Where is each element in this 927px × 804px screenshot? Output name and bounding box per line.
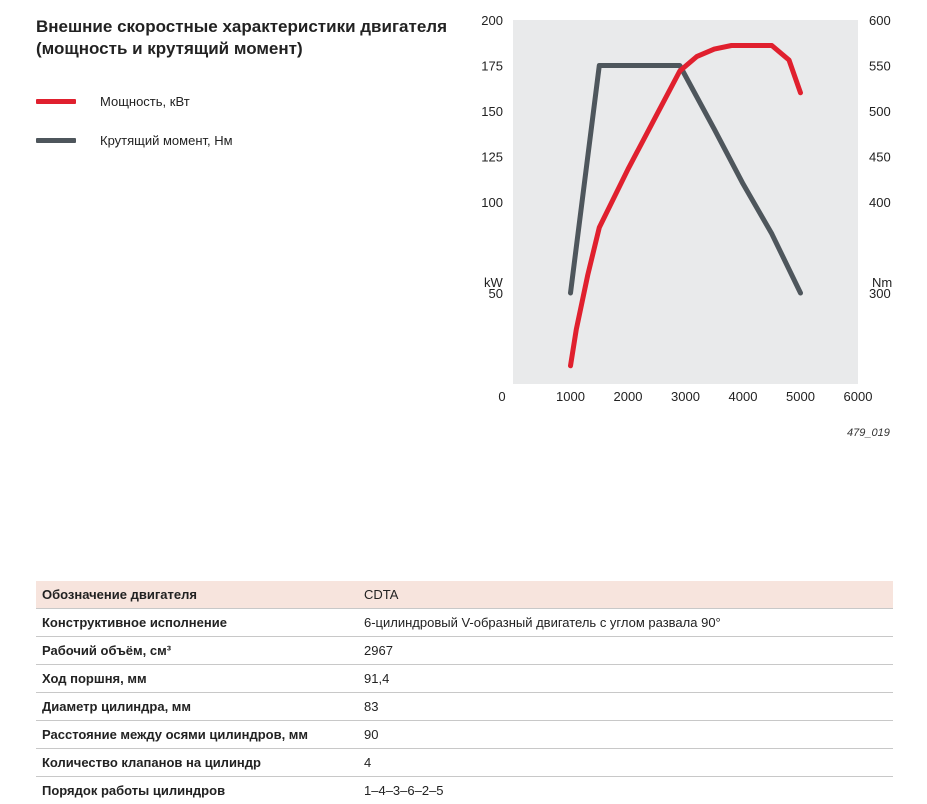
table-header-row	[36, 581, 893, 609]
row-label: Рабочий объём, см³	[36, 637, 358, 665]
row-value: 1–4–3–6–2–5	[358, 777, 893, 804]
table-row	[36, 693, 893, 721]
x-tick-label: 5000	[786, 389, 815, 404]
header-value: CDTA	[358, 581, 893, 609]
y-right-tick-label: 600	[869, 13, 891, 28]
y-right-tick-label: 550	[869, 59, 891, 74]
row-label: Ход поршня, мм	[36, 665, 358, 693]
figure-id: 479_019	[847, 427, 890, 439]
y-right-axis-label: Nm	[872, 275, 892, 290]
y-left-tick-label: 150	[481, 104, 503, 119]
chart-title: Внешние скоростные характеристики двигателя (мощность и крутящий момент)	[36, 16, 456, 60]
y-right-tick-label: 450	[869, 150, 891, 165]
row-label: Диаметр цилиндра, мм	[36, 693, 358, 721]
x-tick-label: 6000	[844, 389, 873, 404]
y-left-axis-label: kW	[484, 275, 504, 290]
row-value: 4	[358, 749, 893, 777]
table-row	[36, 721, 893, 749]
x-tick-label: 4000	[729, 389, 758, 404]
table-row	[36, 609, 893, 637]
row-label: Конструктивное исполнение	[36, 609, 358, 637]
engine-specs-table	[36, 581, 893, 804]
y-right-tick-label: 400	[869, 195, 891, 210]
y-right-tick-label: 300	[869, 286, 891, 301]
y-right-tick-label: 500	[869, 104, 891, 119]
header-label: Обозначение двигателя	[36, 581, 358, 609]
row-value: 83	[358, 693, 893, 721]
x-tick-label: 1000	[556, 389, 585, 404]
legend-torque-label: Крутящий момент, Нм	[100, 133, 233, 148]
y-left-tick-label: 125	[481, 150, 503, 165]
table-row	[36, 637, 893, 665]
row-value: 91,4	[358, 665, 893, 693]
row-value: 90	[358, 721, 893, 749]
table-row	[36, 749, 893, 777]
x-tick-label: 0	[498, 389, 505, 404]
y-left-tick-label: 100	[481, 195, 503, 210]
row-label: Количество клапанов на цилиндр	[36, 749, 358, 777]
y-left-tick-label: 50	[489, 286, 503, 301]
row-value: 2967	[358, 637, 893, 665]
table-row	[36, 665, 893, 693]
legend-power-label: Мощность, кВт	[100, 94, 190, 109]
row-label: Порядок работы цилиндров	[36, 777, 358, 804]
y-left-tick-label: 175	[481, 59, 503, 74]
x-tick-label: 3000	[671, 389, 700, 404]
row-value: 6-цилиндровый V-образный двигатель с углом развала 90°	[358, 609, 893, 637]
y-left-tick-label: 200	[481, 13, 503, 28]
row-label: Расстояние между осями цилиндров, мм	[36, 721, 358, 749]
x-tick-label: 2000	[614, 389, 643, 404]
